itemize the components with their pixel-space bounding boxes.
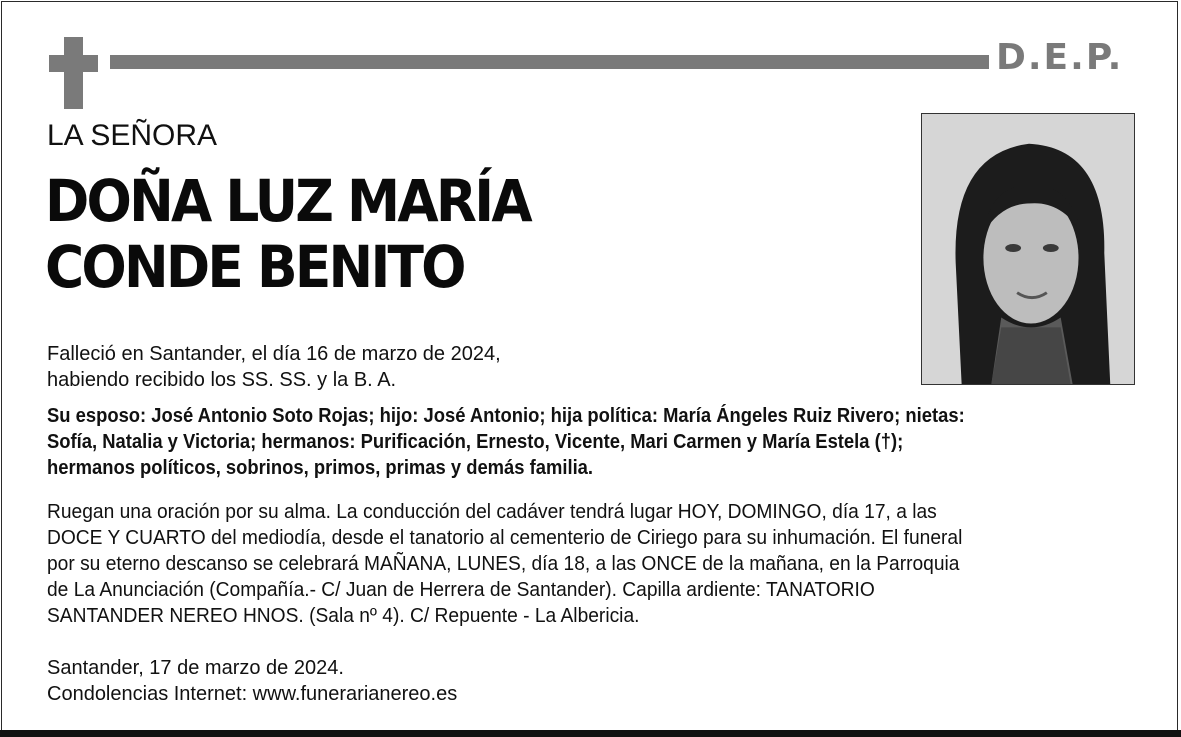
ceremony-line: SANTANDER NEREO HNOS. (Sala nº 4). C/ Repuente - La Albericia. [47,605,640,627]
deceased-name-line: CONDE BENITO [45,233,464,301]
family-line: hermanos políticos, sobrinos, primos, primas y demás familia. [47,457,594,479]
family-line: Su esposo: José Antonio Soto Rojas; hijo: José Antonio; hija política: María Ángeles Ruiz Rivero; nietas: [47,405,965,427]
ceremony-line: DOCE Y CUARTO del mediodía, desde el tanatorio al cementerio de Ciriego para su inhumación. El funeral [47,527,963,549]
closing [47,655,457,707]
condolences-link: Condolencias Internet: www.funerarianereo.es [47,683,458,705]
ceremony-line: Ruegan una oración por su alma. La conducción del cadáver tendrá lugar HOY, DOMINGO, día 17, a las [47,501,937,523]
family-line: Sofía, Natalia y Victoria; hermanos: Purificación, Ernesto, Vicente, Mari Carmen y María Estela (†); [47,431,904,453]
cross-icon [49,37,98,109]
ceremony-line: de La Anunciación (Compañía.- C/ Juan de Herrera de Santander). Capilla ardiente: TANATORIO [47,579,875,601]
header-rule [110,55,989,69]
death-notice-line: habiendo recibido los SS. SS. y la B. A. [47,369,397,391]
dep-label: D.E.P. [996,37,1124,78]
portrait-photo [921,113,1135,385]
ceremony-details [47,499,962,629]
deceased-name [45,168,530,300]
deceased-lead: LA SEÑORA [47,119,218,152]
death-notice-line: Falleció en Santander, el día 16 de marzo de 2024, [47,343,501,365]
ceremony-line: por su eterno descanso se celebrará MAÑANA, LUNES, día 18, a las ONCE de la mañana, en la Parroquia [47,553,960,575]
family-list [47,403,965,481]
deceased-name-line: DOÑA LUZ MARÍA [45,167,530,235]
death-notice [47,341,907,393]
place-date: Santander, 17 de marzo de 2024. [47,657,344,679]
bottom-bar [0,730,1181,737]
